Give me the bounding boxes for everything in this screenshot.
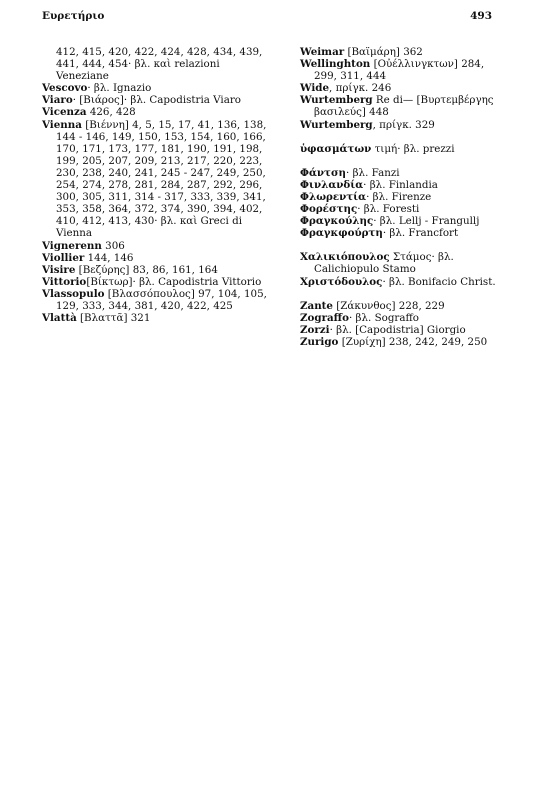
index-headword: Zurigo [300,335,339,348]
index-locators: 426, 428 [86,106,136,119]
index-locators: · βλ. Fanzi [346,166,400,179]
index-headword: Viollier [42,251,85,264]
index-headword: Wurtemberg [300,118,373,131]
index-headword: Vienna [42,118,82,131]
index-entry [42,46,267,82]
index-headword: Vescovo [42,82,88,95]
index-entry [300,215,500,227]
index-locators: [Βίκτωρ]· βλ. Capodistria Vittorio [86,275,262,288]
index-entry [42,82,267,94]
index-locators: · βλ. [Capodistria] Giorgio [329,323,466,336]
running-header [42,10,492,28]
index-headword: Vignerenn [42,239,102,252]
index-headword: Zograffo [300,311,350,324]
index-entry [42,240,267,252]
index-entry [300,82,500,94]
index-locators: [Βλασσόπουλος] 97, 104, 105, 129, 333, 344, 381, 420, 422, 425 [56,287,267,312]
index-headword: Wellinghton [300,58,371,71]
index-entry [300,300,500,312]
index-headword: Χριστόδουλος [300,275,383,288]
index-locators: · βλ. Finlandia [363,178,438,191]
index-entry [300,119,500,131]
index-entry [42,94,267,106]
page-number: 493 [470,10,492,22]
index-entry [300,167,500,179]
section-gap [300,288,500,300]
index-column-left [42,46,267,324]
index-locators: [Βαϊμάρη] 362 [344,46,423,58]
index-headword: Vittorio [42,275,87,288]
index-entry [300,58,500,82]
index-locators: Re di— [Βυρτεμβέργης βασιλεύς] 448 [314,94,494,119]
index-locators: · βλ. Francfort [382,227,459,240]
index-headword: Φινλανδία [300,178,364,191]
section-gap [300,239,500,251]
index-entry [300,94,500,118]
index-entry [300,276,500,288]
index-entry [42,252,267,264]
index-locators: · βλ. Firenze [366,190,432,203]
index-entry [300,179,500,191]
index-locators: 412, 415, 420, 422, 424, 428, 434, 439, 441, 444, 454· βλ. καὶ relazioni Veneziane [56,46,263,83]
index-headword: Vicenza [42,106,87,119]
index-headword: Wide [300,82,330,95]
index-locators: · βλ. Bonifacio Christ. [382,275,496,288]
index-headword: ὑφασμάτων [300,142,372,155]
index-entry [300,46,500,58]
index-locators: [Ζάκυνθος] 228, 229 [332,299,445,312]
index-column-right [300,46,500,348]
index-locators: [Βλαττᾶ] 321 [76,312,151,325]
index-headword: Φραγκφούρτη [300,227,383,240]
index-locators: · βλ. Ignazio [87,82,152,95]
index-locators: 144, 146 [84,251,134,264]
index-locators: · βλ. Foresti [357,203,420,216]
index-entry [300,143,500,155]
index-headword: Χαλικιόπουλος [300,251,390,264]
index-headword: Visire [42,263,76,276]
index-entry [300,324,500,336]
index-entry [300,312,500,324]
index-headword: Vlassopulo [42,287,105,300]
index-locators: [Βιέννη] 4, 5, 15, 17, 41, 136, 138, 144 - 146, 149, 150, 153, 154, 160, 166, 170, 171, 173, 177, 181, 190, 191, 198, 199, 205, 207, 209, 213, 217, 220, 223, 230, 238, 240, 241, 245 - 247, 249, 250, 254, 274, 278, 281, 284, 287, 292, 296, 300, 305, 311, 314 - 317, 333, 339, 341, 353, 358, 364, 372, 374, 390, 394, 402, 410, 412, 413, 430· βλ. καὶ Greci di Vienna [56,118,267,240]
index-locators: τιμή· βλ. prezzi [371,142,455,155]
index-entry [300,336,500,348]
index-headword: Φλωρεντία [300,190,367,203]
index-headword: Viaro [42,94,73,107]
index-locators: · [Βιάρος]· βλ. Capodistria Viaro [72,94,241,107]
index-locators: · βλ. Sograffo [349,311,420,324]
index-headword: Weimar [300,46,345,58]
index-entry [42,288,267,312]
index-entry [300,227,500,239]
index-entry [300,251,500,275]
header-title: Ευρετήριο [42,10,105,22]
index-headword: Wurtemberg [300,94,373,107]
index-headword: Φραγκούλης [300,215,374,228]
index-entry [42,119,267,240]
index-headword: Φορέστης [300,203,358,216]
index-entry [300,191,500,203]
index-headword: Zorzi [300,323,330,336]
index-headword: Φάντση [300,166,347,179]
index-locators: · βλ. Lellj - Frangullj [373,215,480,228]
section-gap [300,155,500,167]
index-headword: Zante [300,299,333,312]
index-locators: , πρίγκ. 246 [329,82,392,95]
index-headword: Vlattà [42,312,77,325]
index-locators: , πρίγκ. 329 [372,118,435,131]
index-locators: [Βεζύρης] 83, 86, 161, 164 [75,263,218,276]
index-entry [42,276,267,288]
index-locators: Στάμος· βλ. Calichiopulo Stamo [314,251,454,276]
section-gap [300,131,500,143]
index-entry [300,203,500,215]
index-locators: [Ζυρίχη] 238, 242, 249, 250 [338,335,488,348]
index-entry [42,106,267,118]
index-entry [42,264,267,276]
index-locators: 306 [101,239,125,252]
index-entry [42,312,267,324]
index-locators: [Οὐέλλινγκτων] 284, 299, 311, 444 [314,58,485,83]
